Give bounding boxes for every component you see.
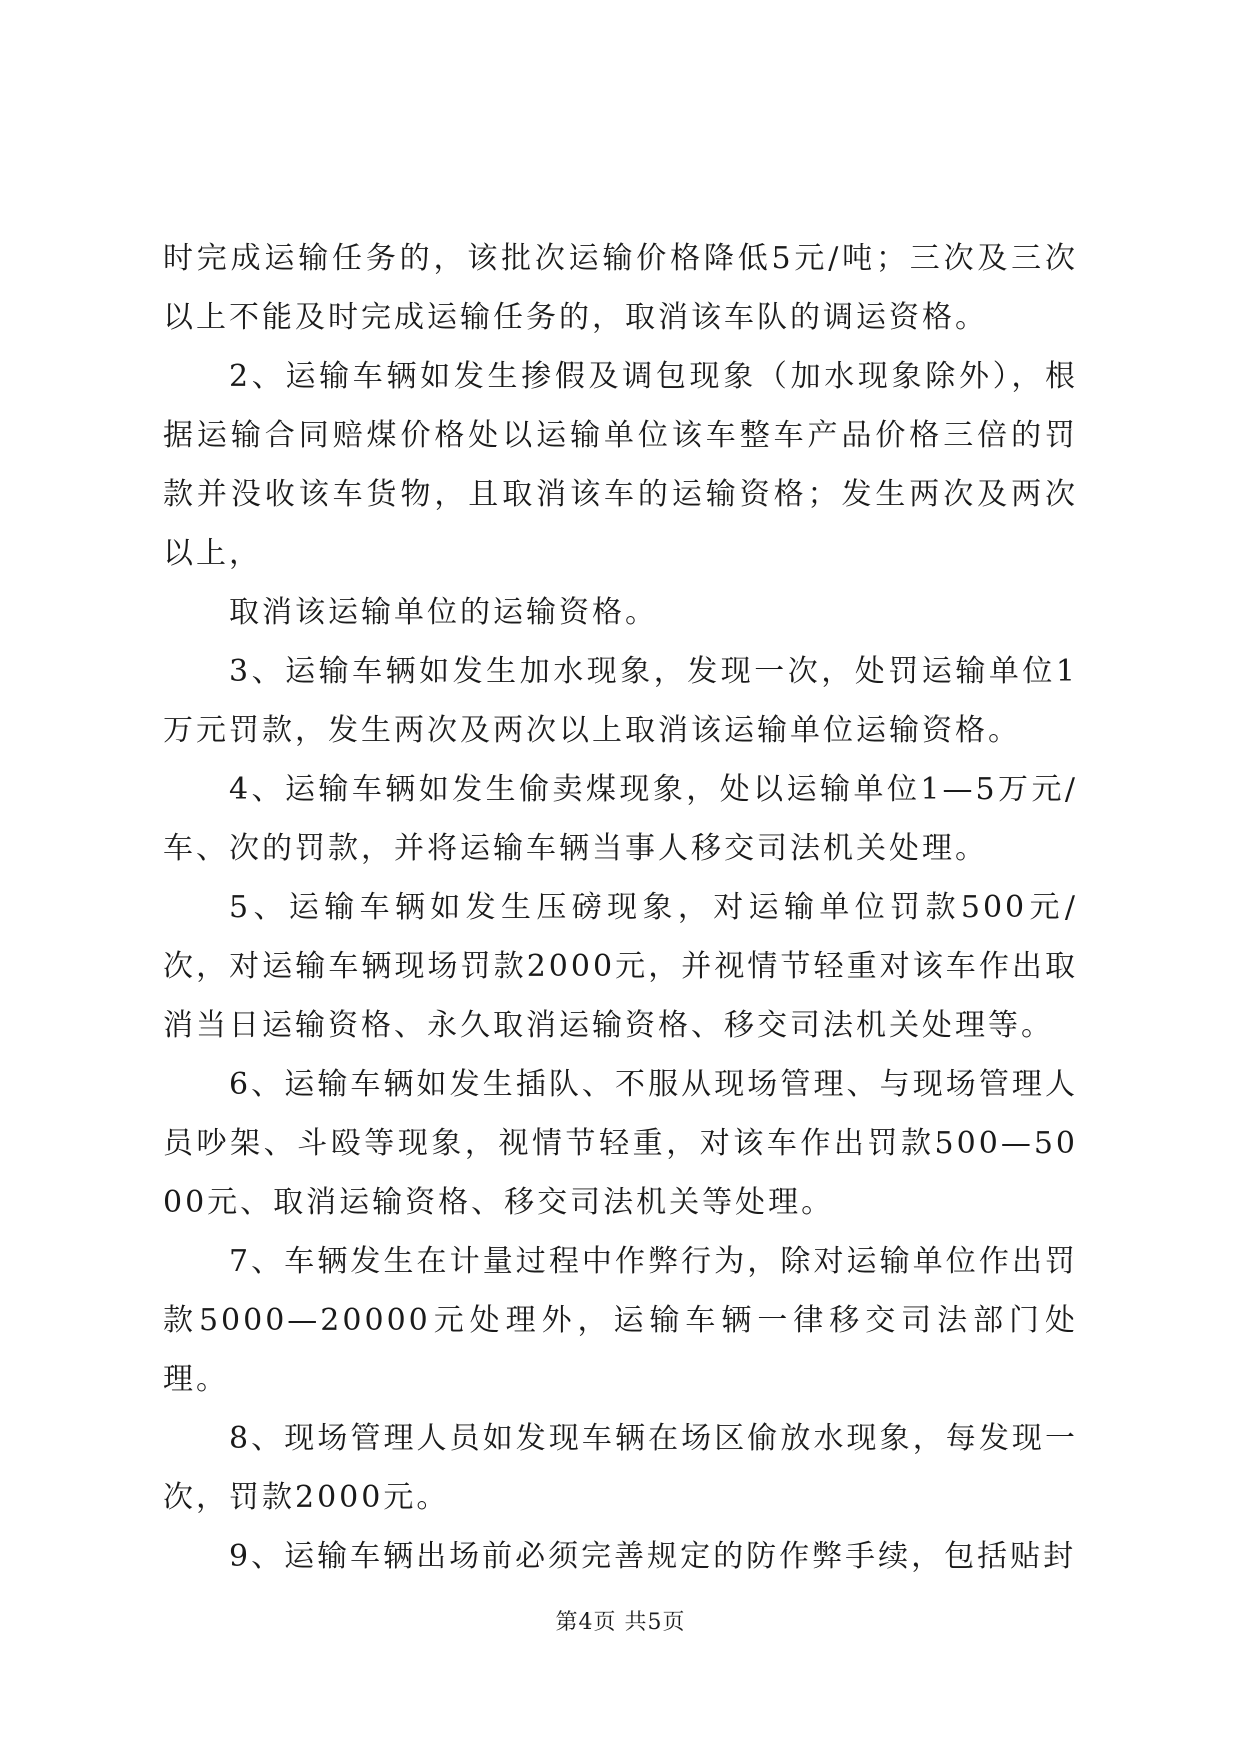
page-number-label: 第4页 共5页 [555, 1610, 686, 1635]
paragraph-4: 3、运输车辆如发生加水现象，发现一次，处罚运输单位1万元罚款，发生两次及两次以上取消该运输单位运输资格。 [163, 654, 1078, 748]
paragraph-5: 4、运输车辆如发生偷卖煤现象，处以运输单位1—5万元/车、次的罚款，并将运输车辆当事人移交司法机关处理。 [163, 772, 1078, 866]
paragraph-10: 9、运输车辆出场前必须完善规定的防作弊手续，包括贴封 [229, 1539, 1077, 1574]
paragraph-6: 5、运输车辆如发生压磅现象，对运输单位罚款500元/次，对运输车辆现场罚款2000元，并视情节轻重对该车作出取消当日运输资格、永久取消运输资格、移交司法机关处理等。 [163, 890, 1078, 1043]
paragraph-7: 6、运输车辆如发生插队、不服从现场管理、与现场管理人员吵架、斗殴等现象，视情节轻重，对该车作出罚款500—5000元、取消运输资格、移交司法机关等处理。 [163, 1067, 1078, 1220]
document-page [163, 0, 1078, 1754]
paragraph-8: 7、车辆发生在计量过程中作弊行为，除对运输单位作出罚款5000—20000元处理外，运输车辆一律移交司法部门处理。 [163, 1244, 1078, 1397]
paragraph-3: 取消该运输单位的运输资格。 [229, 595, 658, 630]
page-footer [163, 1608, 1078, 1638]
paragraph-2: 2、运输车辆如发生掺假及调包现象（加水现象除外），根据运输合同赔煤价格处以运输单位该车整车产品价格三倍的罚款并没收该车货物，且取消该车的运输资格；发生两次及两次以上， [163, 359, 1078, 571]
document-body [163, 229, 1078, 1586]
paragraph-9: 8、现场管理人员如发现车辆在场区偷放水现象，每发现一次，罚款2000元。 [163, 1421, 1078, 1515]
paragraph-1: 时完成运输任务的，该批次运输价格降低5元/吨；三次及三次以上不能及时完成运输任务的，取消该车队的调运资格。 [163, 241, 1078, 335]
